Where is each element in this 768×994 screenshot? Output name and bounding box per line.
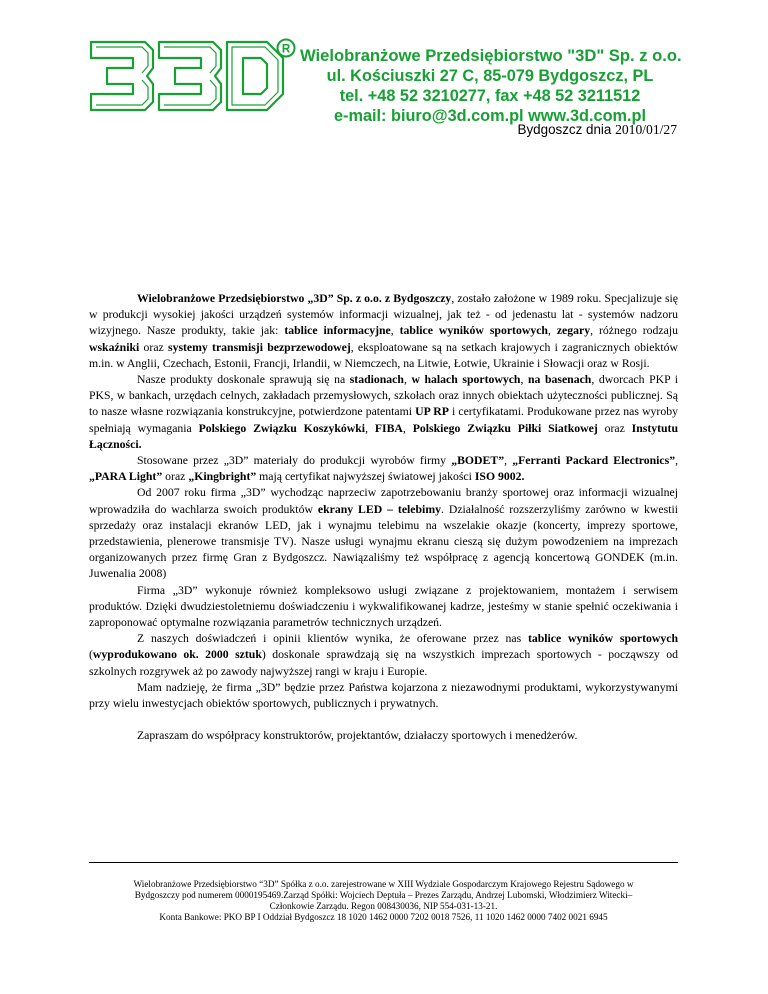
text-run: , zostało założone w 1989 roku. Specjalizuje się w produkcji wysokiej jakości urządzeń systemów informacji wizualnej, jak też - od jedenastu lat - systemów nadzoru wizyjnego. Nasze produkty, takie jak: [89, 292, 678, 338]
text-run: , [520, 373, 528, 387]
paragraph-experience [89, 631, 678, 680]
closing-invitation: Zapraszam do współpracy konstruktorów, projektantów, działaczy sportowych i menedżerów. [137, 729, 578, 743]
company-phone-fax: tel. +48 52 3210277, fax +48 52 3211512 [339, 87, 641, 105]
text-run: , [390, 324, 400, 338]
bold-text-run: „Ferranti Packard Electronics” [512, 454, 676, 468]
bold-text-run: tablice wyników sportowych [399, 324, 548, 338]
text-run: , różnego rodzaju [590, 324, 678, 338]
bold-text-run: wyprodukowano ok. 2000 sztuk [92, 648, 262, 662]
text-run: , [365, 421, 375, 435]
text-run: ) doskonale sprawdzają się na wszystkich imprezach sportowych - począwszy od szkolnych rozgrywek aż po zawody najwyższej rangi w kraju i Europie. [89, 648, 678, 678]
paragraph-venues [89, 372, 678, 453]
text-run: Stosowane przez „3D” materiały do produkcji wyrobów firmy [137, 454, 452, 468]
bold-text-run: FIBA [374, 421, 403, 435]
paragraph-led-screens [89, 485, 678, 582]
footer-line-4: Konta Bankowe: PKO BP I Oddział Bydgoszcz 18 1020 1462 0000 7202 0018 7526, 11 1020 1462 0000 7402 0021 6945 [159, 912, 608, 922]
bold-text-run: wskaźniki [89, 340, 140, 354]
bold-text-run: tablice informacyjne [284, 324, 391, 338]
text-run: Od 2007 roku firma „3D” wychodząc naprzeciw zapotrzebowaniu branży sportowej oraz informacji wizualnej wprowadziła do wachlarza swoich produktów [89, 486, 678, 516]
dateline [518, 122, 677, 138]
text-run: Mam nadzieję, że firma „3D” będzie przez Państwa kojarzona z niezawodnymi produktami, wykorzystywanymi przy wielu inwestycjach obiektów sportowych, publicznych i prywatnych. [89, 680, 678, 711]
footer-divider [89, 862, 678, 863]
text-run: oraz [162, 470, 189, 484]
bold-text-run: Polskiego Związku Piłki Siatkowej [412, 421, 598, 435]
bold-text-run: Polskiego Związku Koszykówki [198, 421, 366, 435]
text-run: , dworcach PKP i PKS, w bankach, urzędach celnych, zakładach przemysłowych, szkołach oraz innych obiektach użyteczności publicznej. Są to nasze własne rozwiązania konstrukcyjne, potwierdzone patentami [89, 373, 679, 419]
bold-text-run: „PARA Light” [89, 470, 163, 484]
text-run: . Działalność rozszerzyliśmy zarówno w kwestii sprzedaży oraz instalacji ekranów LED, jak i wynajmu telebimu na wszelakie okazje (koncerty, imprezy sportowe, przedstawienia, plenerowe transmisje TV). Nasze usługi wynajmu ekranu cieszą się dużym powodzeniem na imprezach organizowanych przez firmę Gran z Bydgoszcz. Nawiązaliśmy też współpracę z agencją koncertową GONDEK (m.in. Juwenalia 2008) [89, 502, 678, 581]
text-run: oraz [597, 421, 632, 435]
bold-text-run: Wielobranżowe Przedsiębiorstwo „3D” Sp. z o.o. z Bydgoszczy [137, 292, 452, 305]
bold-text-run: ekrany LED – telebimy [317, 502, 441, 516]
bold-text-run: na basenach [527, 373, 592, 387]
text-run: , eksploatowane są na setkach krajowych i zagranicznych obiektów m.in. w Anglii, Czechach, Estonii, Francji, Irlandii, w Niemczech, na Litwie, Łotwie, Ukrainie i Słowacji oraz w Rosji. [89, 340, 678, 370]
company-name: Wielobranżowe Przedsiębiorstwo "3D" Sp. z o.o. [300, 46, 682, 65]
text-run: Nasze produkty doskonale sprawują się na [137, 373, 350, 387]
letter-date: 2010/01/27 [615, 122, 677, 137]
svg-text:R: R [281, 43, 291, 56]
bold-text-run: w halach sportowych [411, 373, 521, 387]
footer-line-1: Wielobranżowe Przedsiębiorstwo “3D” Spółka z o.o. zarejestrowane w XIII Wydziale Gospodarczym Krajowego Rejestru Sądowego w [133, 879, 634, 889]
text-run: mają certyfikat najwyższej światowej jakości [256, 470, 475, 484]
paragraph-intro [89, 291, 678, 372]
bold-text-run: tablice wyników sportowych [527, 632, 678, 646]
company-logo-3d [87, 38, 297, 114]
text-run: Firma „3D” wykonuje również kompleksowo usługi związane z projektowaniem, montażem i serwisem produktów. Dzięki dwudziestoletniemu doświadczeniu i wykwalifikowanej kadrze, jesteśmy w stanie spełnić oczekiwania i zaproponować optymalne rozwiązania parametrów technicznych urządzeń. [89, 583, 678, 630]
footer-line-2: Bydgoszczy pod numerem 0000195469.Zarząd Spółki: Wojciech Deptuła – Prezes Zarządu, Andrzej Lubomski, Włodzimierz Witecki– [134, 890, 633, 900]
text-run: oraz [139, 340, 168, 354]
bold-text-run: systemy transmisji bezprzewodowej [168, 340, 351, 354]
text-run: , [547, 324, 557, 338]
bold-text-run: zegary [556, 324, 591, 338]
company-header [300, 46, 680, 126]
dateline-label: Bydgoszcz dnia [517, 122, 616, 137]
text-run: , [402, 421, 413, 435]
company-email-web: e-mail: biuro@3d.com.pl www.3d.com.pl [334, 107, 646, 125]
bold-text-run: „BODET” [451, 454, 505, 468]
paragraph-hope [89, 680, 678, 712]
bold-text-run: UP RP [415, 405, 449, 419]
bold-text-run: ISO 9002. [474, 470, 525, 484]
footer-line-3: Członkowie Zarządu. Regon 008430036, NIP 554-031-13-21. [269, 901, 498, 911]
text-run: i certyfikatami. Produkowane przez nas wyroby spełniają wymagania [89, 405, 678, 435]
text-run: , [675, 454, 679, 468]
text-run: Z naszych doświadczeń i opinii klientów wynika, że oferowane przez nas [137, 632, 528, 646]
text-run: , [403, 373, 412, 387]
paragraph-services [89, 583, 678, 632]
company-address: ul. Kościuszki 27 C, 85-079 Bydgoszcz, PL [326, 67, 654, 85]
letter-body [89, 291, 678, 744]
text-run: ( [89, 648, 93, 662]
bold-text-run: stadionach [349, 373, 404, 387]
footer [89, 879, 678, 923]
paragraph-materials [89, 453, 678, 485]
bold-text-run: „Kingbright” [188, 470, 257, 484]
text-run: , [504, 454, 513, 468]
bold-text-run: Instytutu Łączności. [89, 421, 679, 451]
